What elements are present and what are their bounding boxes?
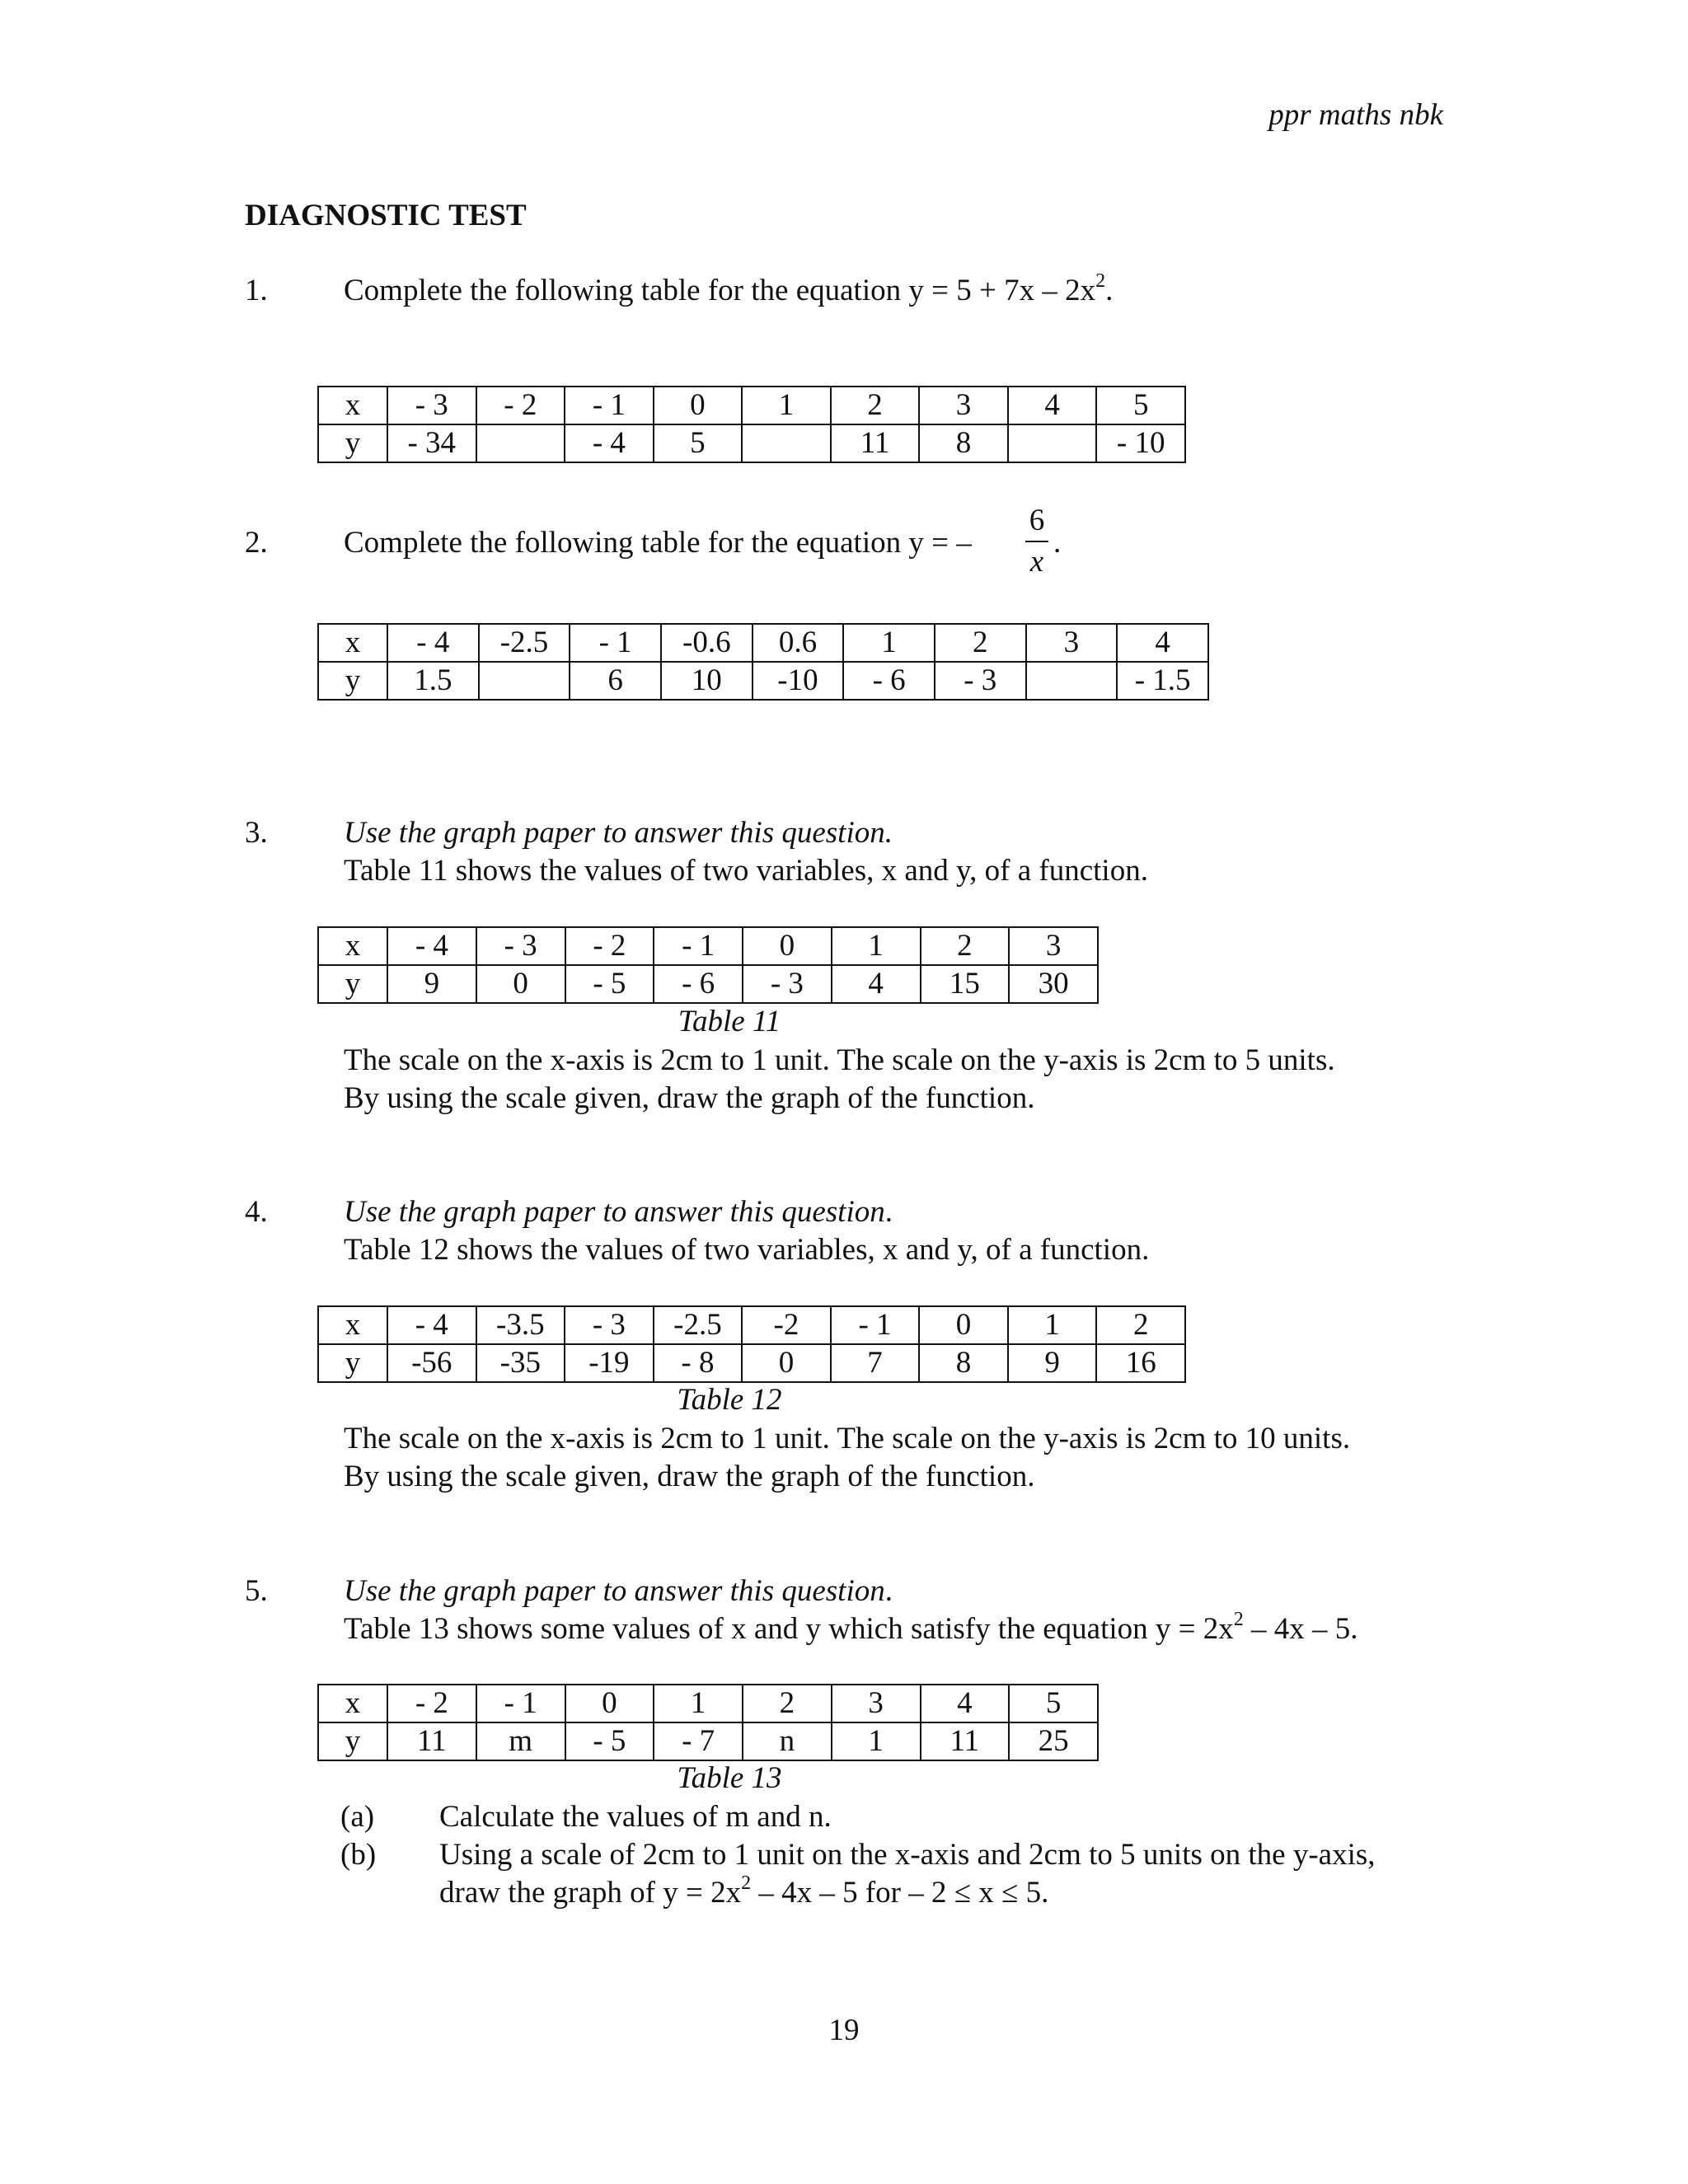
table-cell-y: -10: [753, 662, 844, 700]
table-cell-y: -19: [565, 1344, 654, 1382]
q2-fraction: [1020, 503, 1053, 580]
table-row-y: [318, 1344, 1185, 1382]
table-cell-y: 25: [1009, 1722, 1098, 1760]
table-cell-y: -56: [387, 1344, 476, 1382]
table-cell-x: 5: [1009, 1685, 1098, 1722]
table-row-y: [318, 662, 1208, 700]
q4-number: 4.: [245, 1195, 268, 1229]
q2-fraction-bar: [1025, 541, 1048, 542]
q5-intro-end: – 4x – 5.: [1243, 1612, 1358, 1646]
table-cell-x: 4: [1117, 624, 1208, 662]
table-cell-x: - 2: [476, 387, 565, 424]
table-cell-x: - 4: [387, 624, 479, 662]
row-header-x: x: [318, 387, 387, 424]
q5a-label: (a): [340, 1800, 375, 1834]
table-cell-y: [1008, 424, 1097, 462]
table-cell-x: 2: [831, 387, 920, 424]
q4-scale-text: The scale on the x-axis is 2cm to 1 unit. The scale on the y-axis is 2cm to 10 units.: [344, 1422, 1351, 1455]
q1-table: [317, 386, 1186, 463]
table-cell-x: - 3: [387, 387, 476, 424]
table-cell-y: - 1.5: [1117, 662, 1208, 700]
table-cell-x: 2: [935, 624, 1026, 662]
q4-draw-text: By using the scale given, draw the graph of the function.: [344, 1460, 1035, 1493]
table-row-x: [318, 624, 1208, 662]
q3-table: [317, 926, 1099, 1004]
table-cell-y: 6: [570, 662, 661, 700]
table-cell-x: 5: [1096, 387, 1185, 424]
row-header-y: y: [318, 1344, 387, 1382]
table-cell-y: 16: [1096, 1344, 1185, 1382]
table-cell-y: - 5: [565, 1722, 654, 1760]
q4-instruction-text: Use the graph paper to answer this question: [344, 1195, 885, 1229]
table-cell-y: - 6: [654, 965, 743, 1003]
table-cell-y: [476, 424, 565, 462]
table-row-x: [318, 1306, 1185, 1344]
row-header-y: y: [318, 965, 387, 1003]
table-cell-y: m: [476, 1722, 565, 1760]
table-cell-y: 0: [476, 965, 565, 1003]
q5-table-caption: Table 13: [677, 1761, 782, 1795]
table-cell-x: 1: [742, 387, 831, 424]
q3-instruction: Use the graph paper to answer this question.: [344, 816, 893, 850]
q5-table: [317, 1684, 1099, 1761]
table-cell-x: 0: [919, 1306, 1008, 1344]
table-cell-x: - 2: [565, 927, 654, 965]
table-row-x: [318, 1685, 1098, 1722]
q5-instruction: [344, 1572, 893, 1610]
table-cell-y: 1.5: [387, 662, 479, 700]
table-cell-y: 11: [921, 1722, 1010, 1760]
q4-table-caption: Table 12: [677, 1383, 782, 1417]
q5b-line2-sup: 2: [741, 1872, 752, 1894]
table-cell-y: 0: [742, 1344, 831, 1382]
table-cell-x: - 3: [565, 1306, 654, 1344]
table-cell-y: 11: [387, 1722, 476, 1760]
table-cell-y: [479, 662, 570, 700]
table-cell-y: 4: [832, 965, 921, 1003]
table-row-x: [318, 927, 1098, 965]
row-header-x: x: [318, 927, 387, 965]
table-cell-x: 3: [1026, 624, 1118, 662]
table-cell-y: 9: [387, 965, 476, 1003]
q5-intro: [344, 1610, 1358, 1652]
table-cell-y: 9: [1008, 1344, 1097, 1382]
table-cell-x: - 1: [654, 927, 743, 965]
table-cell-x: - 1: [565, 387, 654, 424]
q2-fraction-denominator: x: [1029, 545, 1044, 579]
table-cell-x: -2: [742, 1306, 831, 1344]
q5-instruction-text: Use the graph paper to answer this question: [344, 1574, 885, 1608]
table-cell-x: 0: [743, 927, 832, 965]
row-header-y: y: [318, 1722, 387, 1760]
page-title: DIAGNOSTIC TEST: [245, 199, 527, 232]
q4-instruction: [344, 1193, 893, 1231]
table-cell-y: [742, 424, 831, 462]
table-cell-x: 0: [654, 387, 743, 424]
table-cell-y: 8: [919, 424, 1008, 462]
q1-number: 1.: [245, 274, 268, 307]
table-cell-y: 7: [831, 1344, 920, 1382]
table-row-y: [318, 1722, 1098, 1760]
table-cell-x: -2.5: [479, 624, 570, 662]
q1-text-main: Complete the following table for the equation y = 5 + 7x – 2x: [344, 274, 1096, 307]
q5-number: 5.: [245, 1574, 268, 1608]
row-header-y: y: [318, 662, 387, 700]
table-cell-x: 2: [1096, 1306, 1185, 1344]
table-cell-x: - 4: [387, 927, 476, 965]
q5-instruction-end: .: [884, 1574, 893, 1608]
table-cell-x: - 1: [476, 1685, 565, 1722]
q3-table-caption: Table 11: [678, 1005, 781, 1038]
table-cell-y: - 3: [935, 662, 1026, 700]
q5b-line2-main: draw the graph of y = 2x: [439, 1876, 742, 1910]
table-cell-y: [1026, 662, 1118, 700]
row-header-x: x: [318, 1306, 387, 1344]
page-number: 19: [828, 2013, 860, 2047]
row-header-y: y: [318, 424, 387, 462]
q5-intro-main: Table 13 shows some values of x and y which satisfy the equation y = 2x: [344, 1612, 1234, 1646]
q1-text-sup: 2: [1095, 270, 1106, 292]
q3-number: 3.: [245, 816, 268, 850]
q2-table: [317, 623, 1209, 701]
table-cell-x: - 1: [570, 624, 661, 662]
table-cell-y: - 10: [1096, 424, 1185, 462]
table-cell-y: - 34: [387, 424, 476, 462]
table-row-x: [318, 387, 1185, 424]
q5a-text: Calculate the values of m and n.: [439, 1800, 832, 1834]
table-cell-x: 3: [832, 1685, 921, 1722]
q5b-line2-end: – 4x – 5 for – 2 ≤ x ≤ 5.: [751, 1876, 1049, 1910]
table-cell-x: 4: [921, 1685, 1010, 1722]
q3-intro: Table 11 shows the values of two variables, x and y, of a function.: [344, 854, 1148, 888]
table-cell-y: 11: [831, 424, 920, 462]
q4-intro: Table 12 shows the values of two variables, x and y, of a function.: [344, 1233, 1150, 1267]
table-cell-x: 3: [919, 387, 1008, 424]
q5-intro-sup: 2: [1233, 1609, 1244, 1630]
table-cell-x: - 1: [831, 1306, 920, 1344]
table-cell-x: 3: [1009, 927, 1098, 965]
table-cell-y: - 8: [654, 1344, 743, 1382]
q5b-label: (b): [340, 1838, 377, 1872]
table-cell-x: 1: [1008, 1306, 1097, 1344]
table-row-y: [318, 424, 1185, 462]
q2-number: 2.: [245, 526, 268, 560]
table-cell-y: 8: [919, 1344, 1008, 1382]
q5b-text: Using a scale of 2cm to 1 unit on the x-axis and 2cm to 5 units on the y-axis,: [439, 1838, 1376, 1872]
table-cell-y: n: [743, 1722, 832, 1760]
table-cell-x: 1: [843, 624, 935, 662]
table-cell-y: 15: [921, 965, 1010, 1003]
table-cell-y: - 3: [743, 965, 832, 1003]
table-cell-y: - 7: [654, 1722, 743, 1760]
q2-text-end: .: [1053, 526, 1062, 560]
table-cell-y: 5: [654, 424, 743, 462]
q2-text: Complete the following table for the equation y = –: [344, 526, 972, 560]
table-cell-y: - 5: [565, 965, 654, 1003]
q1-text-end: .: [1105, 274, 1114, 307]
table-cell-y: - 6: [843, 662, 935, 700]
table-cell-x: - 4: [387, 1306, 476, 1344]
table-cell-x: -2.5: [654, 1306, 743, 1344]
q3-scale-text: The scale on the x-axis is 2cm to 1 unit. The scale on the y-axis is 2cm to 5 units.: [344, 1043, 1335, 1077]
row-header-x: x: [318, 1685, 387, 1722]
table-cell-y: 30: [1009, 965, 1098, 1003]
table-cell-y: - 4: [565, 424, 654, 462]
table-cell-x: 1: [654, 1685, 743, 1722]
q4-instruction-end: .: [884, 1195, 893, 1229]
q4-table: [317, 1305, 1186, 1383]
q2-fraction-numerator: 6: [1029, 504, 1045, 537]
q5b-text-line2: [439, 1874, 1048, 1915]
table-cell-x: - 2: [387, 1685, 476, 1722]
table-row-y: [318, 965, 1098, 1003]
q3-draw-text: By using the scale given, draw the graph of the function.: [344, 1081, 1035, 1115]
table-cell-y: 1: [832, 1722, 921, 1760]
q1-text: [344, 272, 1113, 313]
table-cell-x: 0: [565, 1685, 654, 1722]
table-cell-x: 2: [743, 1685, 832, 1722]
table-cell-y: 10: [661, 662, 753, 700]
table-cell-x: 0.6: [753, 624, 844, 662]
table-cell-x: -0.6: [661, 624, 753, 662]
row-header-x: x: [318, 624, 387, 662]
table-cell-x: -3.5: [476, 1306, 565, 1344]
table-cell-x: 1: [832, 927, 921, 965]
table-cell-x: 4: [1008, 387, 1097, 424]
table-cell-y: -35: [476, 1344, 565, 1382]
table-cell-x: - 3: [476, 927, 565, 965]
table-cell-x: 2: [921, 927, 1010, 965]
page-header: ppr maths nbk: [1268, 98, 1443, 132]
